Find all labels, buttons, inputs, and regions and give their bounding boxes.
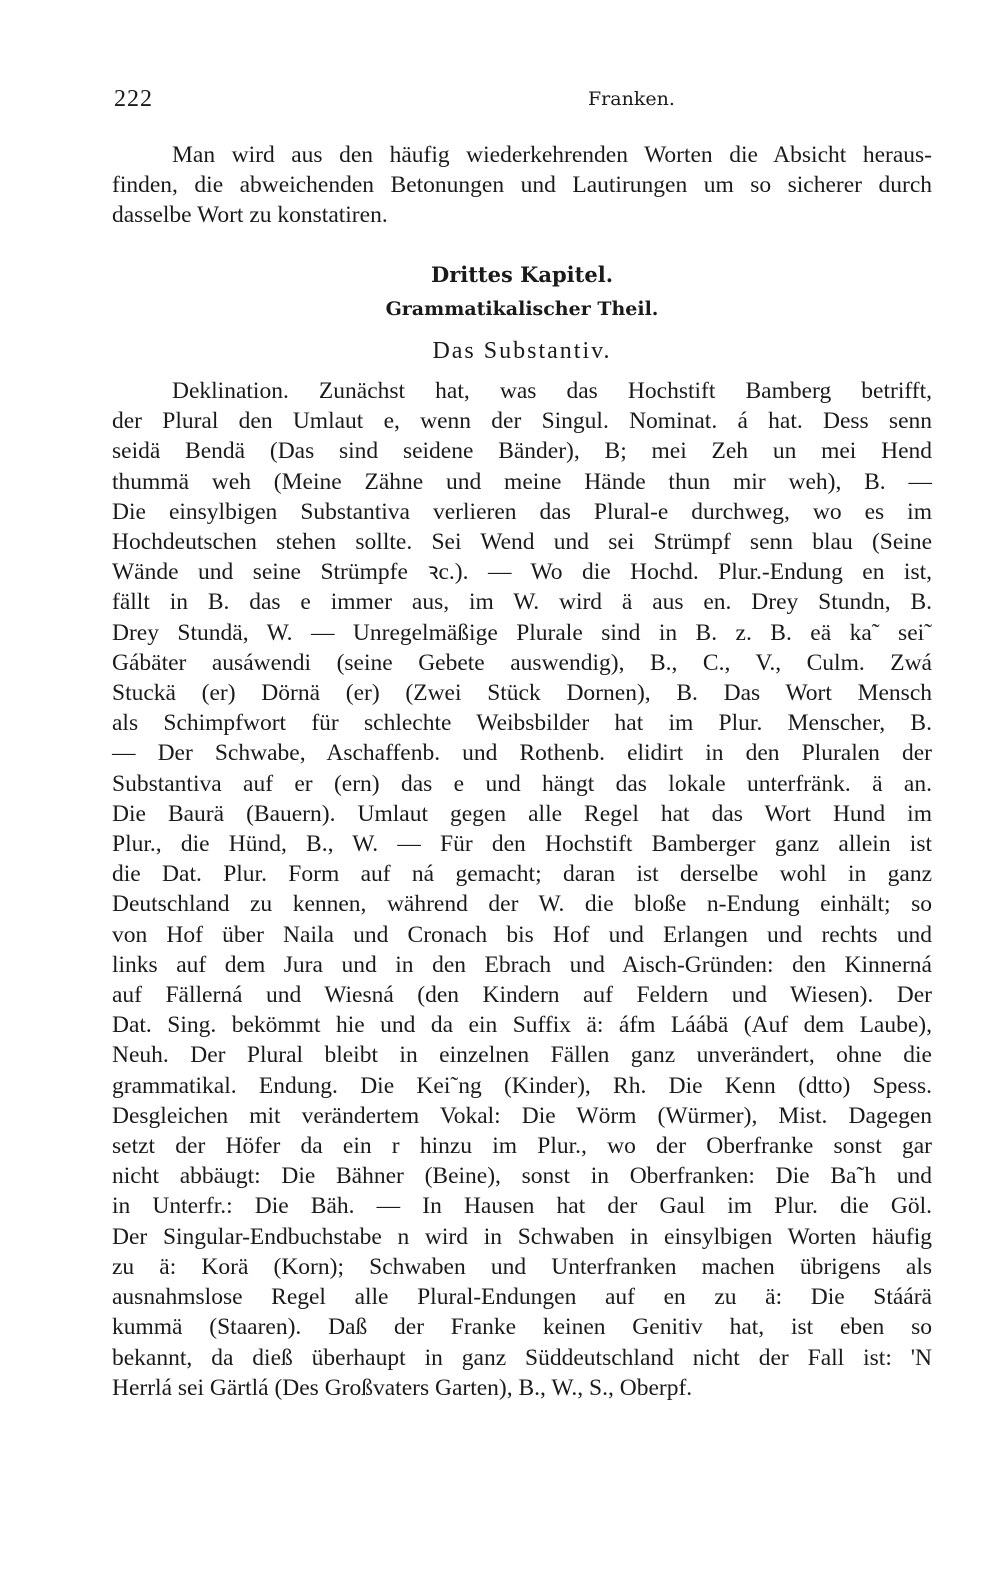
text-line: kummä (Staaren). Daß der Franke keinen Genitiv hat, ist eben so xyxy=(112,1314,932,1341)
text-line: setzt der Höfer da ein r hinzu im Plur., wo der Oberfranke sonst gar xyxy=(112,1133,932,1160)
text-line: Substantiva auf er (ern) das e und hängt das lokale unterfränk. ä an. xyxy=(112,770,932,797)
page-number: 222 xyxy=(114,86,153,112)
text-line: der Plural den Umlaut e, wenn der Singul. Nominat. á hat. Dess senn xyxy=(112,408,932,435)
text-line: Dat. Sing. bekömmt hie und da ein Suffix ä: áfm Láábä (Auf dem Laube), xyxy=(112,1012,932,1039)
text-line: in Unterfr.: Die Bäh. — In Hausen hat der Gaul im Plur. die Göl. xyxy=(112,1193,932,1220)
text-line: — Der Schwabe, Aschaffenb. und Rothenb. elidirt in den Pluralen der xyxy=(112,740,932,767)
text-line: als Schimpfwort für schlechte Weibsbilder hat im Plur. Menscher, B. xyxy=(112,710,932,737)
text-line: die Dat. Plur. Form auf ná gemacht; daran ist derselbe wohl in ganz xyxy=(112,861,932,888)
text-line: Wände und seine Strümpfe ꝛc.). — Wo die Hochd. Plur.-Endung en ist, xyxy=(112,559,932,586)
text-line: Der Singular-Endbuchstabe n wird in Schwaben in einsylbigen Worten häufig xyxy=(112,1223,932,1250)
text-line: Stuckä (er) Dörnä (er) (Zwei Stück Dornen), B. Das Wort Mensch xyxy=(112,680,932,707)
chapter-title: Drittes Kapitel. xyxy=(430,262,614,287)
text-line: Man wird aus den häufig wiederkehrenden Worten die Absicht heraus- xyxy=(172,142,932,168)
text-line: Die Baurä (Bauern). Umlaut gegen alle Regel hat das Wort Hund im xyxy=(112,800,932,827)
text-line: dasselbe Wort zu konstatiren. xyxy=(112,202,388,229)
running-head: Franken. xyxy=(588,88,675,110)
text-line: fällt in B. das e immer aus, im W. wird ä aus en. Drey Stundn, B. xyxy=(112,589,932,616)
text-line: Die einsylbigen Substantiva verlieren das Plural-e durchweg, wo es im xyxy=(112,498,932,525)
text-line: Neuh. Der Plural bleibt in einzelnen Fällen ganz unverändert, ohne die xyxy=(112,1042,932,1069)
text-line: Hochdeutschen stehen sollte. Sei Wend und sei Strümpf senn blau (Seine xyxy=(112,529,932,556)
subsection-title: Das Substantiv. xyxy=(432,338,612,364)
text-line: Deutschland zu kennen, während der W. die bloße n-Endung einhält; so xyxy=(112,891,932,918)
text-line: ausnahmslose Regel alle Plural-Endungen auf en zu ä: Die Stáárä xyxy=(112,1284,932,1311)
intro-paragraph xyxy=(112,140,932,231)
page-header xyxy=(110,86,930,118)
text-line: thummä weh (Meine Zähne und meine Hände thun mir weh), B. — xyxy=(112,468,932,495)
text-line: Gábäter ausáwendi (seine Gebete auswendig), B., C., V., Culm. Zwá xyxy=(112,649,932,676)
text-line: Plur., die Hünd, B., W. — Für den Hochstift Bamberger ganz allein ist xyxy=(112,831,932,858)
text-line: von Hof über Naila und Cronach bis Hof und Erlangen und rechts und xyxy=(112,921,932,948)
text-line: Desgleichen mit verändertem Vokal: Die Wörm (Würmer), Mist. Dagegen xyxy=(112,1102,932,1129)
text-line: zu ä: Korä (Korn); Schwaben und Unterfranken machen übrigens als xyxy=(112,1253,932,1280)
text-line: Deklination. Zunächst hat, was das Hochstift Bamberg betrifft, xyxy=(172,378,932,404)
text-line: links auf dem Jura und in den Ebrach und Aisch-Gründen: den Kinnerná xyxy=(112,951,932,978)
section-title: Grammatikalischer Theil. xyxy=(385,298,659,320)
text-line: bekannt, da dieß überhaupt in ganz Süddeutschland nicht der Fall ist: 'N xyxy=(112,1344,932,1371)
text-line: auf Fällerná und Wiesná (den Kindern auf Feldern und Wiesen). Der xyxy=(112,982,932,1009)
body-paragraph xyxy=(112,376,932,1403)
text-line: nicht abbäugt: Die Bähner (Beine), sonst in Oberfranken: Die Ba˜h und xyxy=(112,1163,932,1190)
text-line: Herrlá sei Gärtlá (Des Großvaters Garten), B., W., S., Oberpf. xyxy=(112,1374,693,1401)
text-line: Drey Stundä, W. — Unregelmäßige Plurale sind in B. z. B. eä ka˜ sei˜ xyxy=(112,619,932,646)
text-line: seidä Bendä (Das sind seidene Bänder), B; mei Zeh un mei Hend xyxy=(112,438,932,465)
text-line: finden, die abweichenden Betonungen und Lautirungen um so sicherer durch xyxy=(112,172,932,199)
text-line: grammatikal. Endung. Die Kei˜ng (Kinder), Rh. Die Kenn (dtto) Spess. xyxy=(112,1072,932,1099)
